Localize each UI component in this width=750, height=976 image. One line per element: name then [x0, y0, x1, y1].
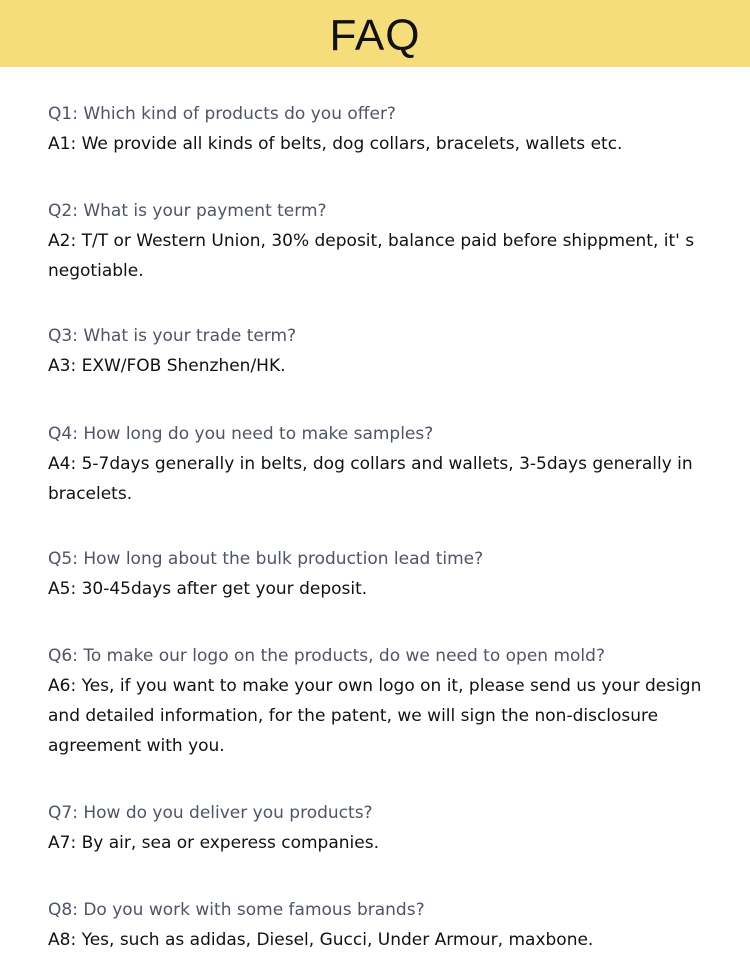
faq-question: Q6: To make our logo on the products, do we need to open mold?: [48, 646, 605, 666]
faq-answer: A6: Yes, if you want to make your own logo on it, please send us your design and detailed information, for the patent, we will sign the non-disclosure agreement with you.: [48, 676, 702, 756]
faq-question: Q4: How long do you need to make samples?: [48, 424, 434, 444]
faq-item-4: [48, 419, 738, 509]
faq-question: Q1: Which kind of products do you offer?: [48, 104, 396, 124]
faq-answer: A4: 5-7days generally in belts, dog collars and wallets, 3-5days generally in bracelets.: [48, 454, 693, 504]
faq-item-6: [48, 641, 738, 761]
faq-item-3: [48, 321, 738, 381]
faq-answer: A2: T/T or Western Union, 30% deposit, balance paid before shippment, it' s negotiable.: [48, 231, 695, 281]
faq-item-1: [48, 99, 738, 159]
faq-header: [0, 0, 750, 67]
faq-item-8: [48, 895, 738, 955]
page-title: FAQ: [329, 10, 421, 60]
faq-item-7: [48, 798, 738, 858]
faq-question: Q3: What is your trade term?: [48, 326, 297, 346]
faq-answer: A5: 30-45days after get your deposit.: [48, 579, 368, 599]
faq-question: Q2: What is your payment term?: [48, 201, 327, 221]
faq-question: Q8: Do you work with some famous brands?: [48, 900, 425, 920]
faq-item-2: [48, 196, 738, 286]
faq-question: Q5: How long about the bulk production lead time?: [48, 549, 484, 569]
faq-question: Q7: How do you deliver you products?: [48, 803, 373, 823]
faq-answer: A7: By air, sea or experess companies.: [48, 833, 379, 853]
faq-answer: A8: Yes, such as adidas, Diesel, Gucci, Under Armour, maxbone.: [48, 930, 594, 950]
faq-answer: A1: We provide all kinds of belts, dog collars, bracelets, wallets etc.: [48, 134, 623, 154]
faq-answer: A3: EXW/FOB Shenzhen/HK.: [48, 356, 286, 376]
faq-item-5: [48, 544, 738, 604]
